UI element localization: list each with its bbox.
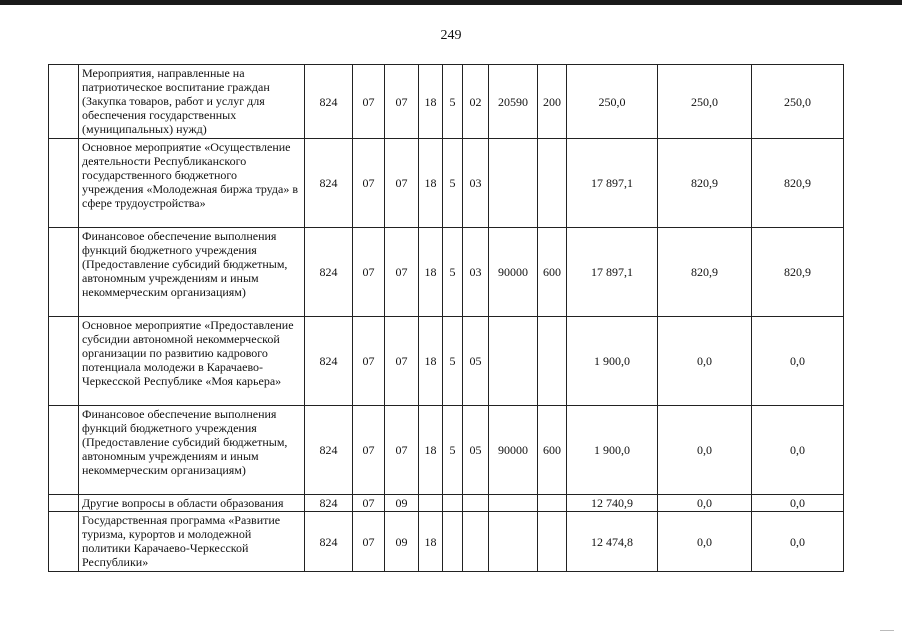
- subsection-cell: 07: [385, 228, 419, 317]
- expense-type-cell: [538, 317, 567, 406]
- subprogram-code-cell: 5: [443, 406, 463, 495]
- program-code-cell: 18: [419, 139, 443, 228]
- grbs-cell: 824: [305, 65, 353, 139]
- budget-table: [48, 64, 844, 572]
- section-cell: 07: [353, 139, 385, 228]
- amount-year3-cell: 820,9: [752, 139, 844, 228]
- row-name: Финансовое обеспечение выполнения функций бюджетного учреждения (Предоставление субсидий бюджетным, автономным учреждениям и иным некоммерческим организациям): [79, 406, 305, 495]
- amount-year1-cell: 250,0: [567, 65, 658, 139]
- row-name: Основное мероприятие «Предоставление субсидии автономной некоммерческой организации по развитию кадрового потенциала молодежи в Карачаево-Черкесской Республике «Моя карьера»: [79, 317, 305, 406]
- direction-code-cell: 90000: [489, 406, 538, 495]
- amount-year3-cell: 0,0: [752, 317, 844, 406]
- subsection-cell: 09: [385, 512, 419, 572]
- blank-cell: [49, 228, 79, 317]
- activity-code-cell: 05: [463, 317, 489, 406]
- program-code-cell: 18: [419, 228, 443, 317]
- amount-year3-cell: 820,9: [752, 228, 844, 317]
- direction-code-cell: [489, 512, 538, 572]
- grbs-cell: 824: [305, 139, 353, 228]
- program-code-cell: 18: [419, 512, 443, 572]
- blank-cell: [49, 495, 79, 512]
- table-row: [49, 317, 844, 406]
- expense-type-cell: [538, 139, 567, 228]
- table-row: [49, 65, 844, 139]
- row-name: Государственная программа «Развитие туризма, курортов и молодежной политики Карачаево-Черкесской Республики»: [79, 512, 305, 572]
- blank-cell: [49, 317, 79, 406]
- blank-cell: [49, 406, 79, 495]
- program-code-cell: 18: [419, 406, 443, 495]
- table-row: [49, 406, 844, 495]
- expense-type-cell: [538, 495, 567, 512]
- amount-year1-cell: 12 740,9: [567, 495, 658, 512]
- table-row: [49, 228, 844, 317]
- section-cell: 07: [353, 495, 385, 512]
- activity-code-cell: 05: [463, 406, 489, 495]
- amount-year2-cell: 820,9: [658, 228, 752, 317]
- subsection-cell: 07: [385, 139, 419, 228]
- amount-year1-cell: 1 900,0: [567, 406, 658, 495]
- amount-year2-cell: 250,0: [658, 65, 752, 139]
- table-row: [49, 139, 844, 228]
- subsection-cell: 09: [385, 495, 419, 512]
- scan-mark: [880, 630, 894, 634]
- amount-year1-cell: 12 474,8: [567, 512, 658, 572]
- activity-code-cell: 02: [463, 65, 489, 139]
- section-cell: 07: [353, 228, 385, 317]
- amount-year3-cell: 250,0: [752, 65, 844, 139]
- blank-cell: [49, 65, 79, 139]
- subsection-cell: 07: [385, 317, 419, 406]
- activity-code-cell: [463, 495, 489, 512]
- amount-year1-cell: 1 900,0: [567, 317, 658, 406]
- subsection-cell: 07: [385, 65, 419, 139]
- page-number: 249: [440, 28, 462, 43]
- row-name: Мероприятия, направленные на патриотическое воспитание граждан (Закупка товаров, работ и услуг для обеспечения государственных (муниципальных) нужд): [79, 65, 305, 139]
- activity-code-cell: 03: [463, 228, 489, 317]
- blank-cell: [49, 512, 79, 572]
- direction-code-cell: [489, 495, 538, 512]
- amount-year3-cell: 0,0: [752, 406, 844, 495]
- expense-type-cell: [538, 512, 567, 572]
- amount-year3-cell: 0,0: [752, 495, 844, 512]
- section-cell: 07: [353, 512, 385, 572]
- direction-code-cell: [489, 139, 538, 228]
- grbs-cell: 824: [305, 512, 353, 572]
- direction-code-cell: [489, 317, 538, 406]
- grbs-cell: 824: [305, 495, 353, 512]
- amount-year2-cell: 0,0: [658, 495, 752, 512]
- amount-year2-cell: 820,9: [658, 139, 752, 228]
- table-row: [49, 495, 844, 512]
- section-cell: 07: [353, 317, 385, 406]
- grbs-cell: 824: [305, 228, 353, 317]
- direction-code-cell: 90000: [489, 228, 538, 317]
- section-cell: 07: [353, 65, 385, 139]
- row-name: Финансовое обеспечение выполнения функций бюджетного учреждения (Предоставление субсидий бюджетным, автономным учреждениям и иным некоммерческим организациям): [79, 228, 305, 317]
- program-code-cell: [419, 495, 443, 512]
- subprogram-code-cell: 5: [443, 139, 463, 228]
- row-name: Другие вопросы в области образования: [79, 495, 305, 512]
- grbs-cell: 824: [305, 317, 353, 406]
- expense-type-cell: 600: [538, 406, 567, 495]
- activity-code-cell: [463, 512, 489, 572]
- top-border-rule: [0, 0, 902, 5]
- direction-code-cell: 20590: [489, 65, 538, 139]
- subprogram-code-cell: 5: [443, 317, 463, 406]
- expense-type-cell: 200: [538, 65, 567, 139]
- amount-year1-cell: 17 897,1: [567, 139, 658, 228]
- subsection-cell: 07: [385, 406, 419, 495]
- blank-cell: [49, 139, 79, 228]
- program-code-cell: 18: [419, 65, 443, 139]
- amount-year1-cell: 17 897,1: [567, 228, 658, 317]
- grbs-cell: 824: [305, 406, 353, 495]
- amount-year2-cell: 0,0: [658, 512, 752, 572]
- section-cell: 07: [353, 406, 385, 495]
- amount-year2-cell: 0,0: [658, 406, 752, 495]
- activity-code-cell: 03: [463, 139, 489, 228]
- table-row: [49, 512, 844, 572]
- subprogram-code-cell: 5: [443, 228, 463, 317]
- subprogram-code-cell: 5: [443, 65, 463, 139]
- amount-year3-cell: 0,0: [752, 512, 844, 572]
- row-name: Основное мероприятие «Осуществление деятельности Республиканского государственного бюджетного учреждения «Молодежная биржа труда» в сфере трудоустройства»: [79, 139, 305, 228]
- subprogram-code-cell: [443, 495, 463, 512]
- subprogram-code-cell: [443, 512, 463, 572]
- amount-year2-cell: 0,0: [658, 317, 752, 406]
- expense-type-cell: 600: [538, 228, 567, 317]
- program-code-cell: 18: [419, 317, 443, 406]
